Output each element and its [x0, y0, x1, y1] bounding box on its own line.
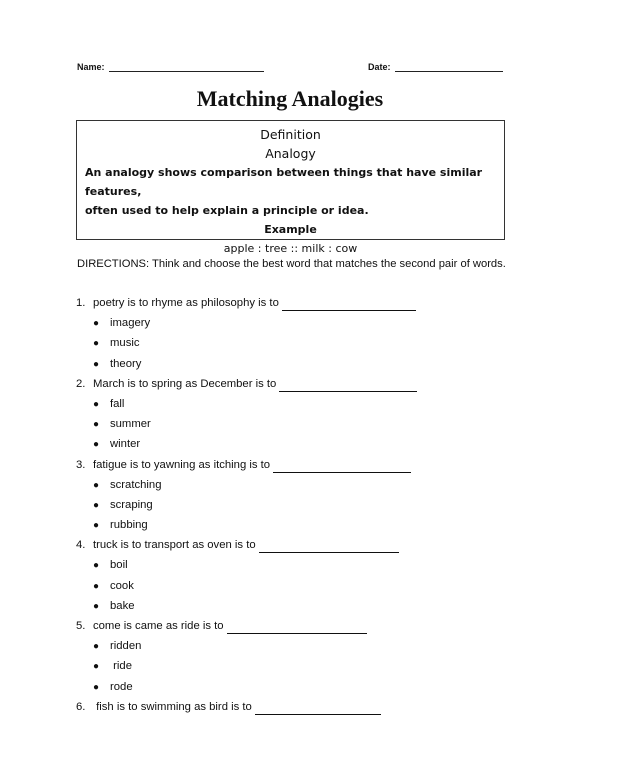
option-text: fall	[110, 397, 125, 410]
definition-box	[76, 120, 505, 255]
question-number: 1.	[76, 297, 86, 309]
question-text: truck is to transport as oven is to	[93, 539, 256, 552]
answer-option	[76, 679, 516, 699]
question-item	[76, 376, 516, 457]
option-text: ridden	[110, 640, 142, 653]
definition-line-2: often used to help explain a principle or idea.	[85, 204, 369, 217]
bullet-icon: ●	[93, 398, 100, 410]
question-item	[76, 457, 516, 538]
answer-option	[76, 477, 516, 497]
bullet-icon: ●	[93, 580, 100, 592]
bullet-icon: ●	[93, 661, 100, 673]
option-text: bake	[110, 599, 135, 612]
answer-option	[76, 436, 516, 456]
option-text: cook	[110, 579, 134, 592]
question-number: 6.	[76, 700, 86, 713]
name-label: Name:	[77, 62, 105, 72]
bullet-icon: ●	[93, 681, 100, 693]
question-text: poetry is to rhyme as philosophy is to	[93, 297, 279, 309]
date-label: Date:	[368, 62, 391, 72]
answer-option	[76, 315, 516, 335]
answer-option	[76, 517, 516, 537]
bullet-icon: ●	[93, 560, 100, 572]
answer-blank[interactable]	[259, 540, 399, 553]
option-text: theory	[110, 357, 142, 370]
option-text: ride	[110, 660, 132, 673]
question-line	[76, 457, 516, 477]
date-field	[368, 62, 503, 72]
answer-option	[76, 396, 516, 416]
answer-option	[76, 335, 516, 355]
option-text: imagery	[110, 317, 151, 330]
question-line	[76, 295, 516, 315]
bullet-icon: ●	[93, 338, 100, 350]
option-text: scratching	[110, 478, 162, 491]
answer-option	[76, 638, 516, 658]
option-text: winter	[110, 438, 141, 451]
option-text: summer	[110, 418, 151, 431]
bullet-icon: ●	[93, 641, 100, 653]
definition-heading: Definition	[260, 127, 321, 142]
bullet-icon: ●	[93, 520, 100, 532]
question-text: fatigue is to yawning as itching is to	[93, 458, 271, 471]
bullet-icon: ●	[93, 600, 100, 612]
name-blank[interactable]	[109, 63, 264, 72]
example-label: Example	[264, 223, 317, 236]
date-blank[interactable]	[395, 63, 503, 72]
question-number: 2.	[76, 377, 86, 390]
question-line	[76, 376, 516, 396]
question-line	[76, 618, 516, 638]
bullet-icon: ●	[93, 499, 100, 511]
option-text: boil	[110, 559, 128, 572]
definition-line-1: An analogy shows comparison between things that have similar features,	[85, 166, 483, 198]
answer-blank[interactable]	[227, 621, 367, 634]
question-number: 4.	[76, 539, 86, 552]
question-text: come is came as ride is to	[93, 620, 224, 632]
bullet-icon: ●	[93, 479, 100, 491]
directions: DIRECTIONS: Think and choose the best word that matches the second pair of words.	[77, 258, 506, 270]
name-field	[77, 62, 264, 72]
bullet-icon: ●	[93, 358, 100, 370]
answer-blank[interactable]	[273, 460, 411, 473]
answer-option	[76, 356, 516, 376]
bullet-icon: ●	[93, 419, 100, 431]
option-text: scraping	[110, 498, 153, 511]
bullet-icon: ●	[93, 318, 100, 330]
example-text: apple : tree :: milk : cow	[223, 242, 358, 255]
question-list	[76, 295, 516, 719]
answer-option	[76, 578, 516, 598]
page-title: Matching Analogies	[196, 86, 384, 111]
answer-option	[76, 658, 516, 678]
question-line	[76, 537, 516, 557]
answer-blank[interactable]	[255, 702, 381, 715]
answer-option	[76, 557, 516, 577]
option-text: music	[110, 337, 140, 350]
question-item	[76, 618, 516, 699]
question-number: 3.	[76, 458, 86, 471]
answer-option	[76, 416, 516, 436]
definition-term: Analogy	[265, 146, 316, 161]
question-text: March is to spring as December is to	[93, 377, 277, 390]
answer-blank[interactable]	[282, 298, 416, 311]
answer-option	[76, 598, 516, 618]
option-text: rode	[110, 680, 133, 693]
answer-blank[interactable]	[279, 379, 417, 392]
question-number: 5.	[76, 620, 86, 632]
option-text: rubbing	[110, 519, 148, 532]
question-line	[76, 699, 516, 719]
question-item	[76, 295, 516, 376]
bullet-icon: ●	[93, 439, 100, 451]
question-item	[76, 699, 516, 719]
question-text: fish is to swimming as bird is to	[93, 700, 252, 713]
question-item	[76, 537, 516, 618]
answer-option	[76, 497, 516, 517]
